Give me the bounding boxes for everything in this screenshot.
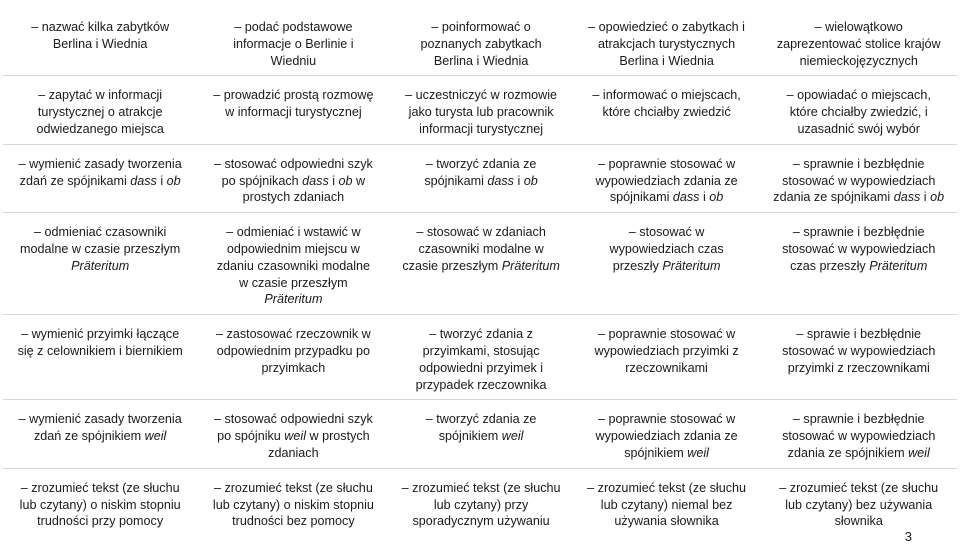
table-cell — [197, 315, 389, 400]
cell-text-line: zaprezentować stolice krajów — [776, 36, 941, 51]
cell-text-line: – poprawnie stosować w — [597, 156, 736, 171]
table-cell — [3, 400, 197, 468]
table-cell — [573, 468, 761, 536]
cell-text-line: lub czytany) przy — [433, 497, 529, 512]
cell-text-line: lub czytany) bez używania — [785, 497, 933, 512]
cell-text-line: spójnikiem weil — [624, 445, 709, 460]
cell-text-line: w czasie przeszłym — [239, 275, 348, 290]
cell-text-line: Wiedniu — [270, 53, 317, 68]
cell-text-line: po spójnikach dass i ob w — [221, 173, 366, 188]
cell-text-line: zdania ze spójnikami dass i ob — [773, 190, 945, 205]
cell-text-line: spójnikami dass i ob — [609, 190, 724, 205]
cell-text-line: lub czytany) o niskim stopniu — [212, 497, 374, 512]
cell-text-line: się z celownikiem i biernikiem — [17, 343, 183, 358]
cell-text-line: – zrozumieć tekst (ze słuchu — [779, 480, 939, 495]
table-cell — [197, 76, 389, 144]
table-cell — [760, 144, 957, 212]
cell-text-line: trudności przy pomocy — [37, 514, 164, 529]
cell-text-line: – nazwać kilka zabytków — [31, 20, 170, 34]
table-cell — [573, 76, 761, 144]
cell-text-line: – wielowątkowo — [814, 20, 903, 34]
cell-text-line: Berlina i Wiednia — [52, 36, 148, 51]
cell-text-line: używania słownika — [614, 514, 719, 529]
cell-text-line: – tworzyć zdania z — [429, 327, 533, 342]
cell-text-line: – wymienić zasady tworzenia — [18, 412, 182, 427]
cell-text-line: Berlina i Wiednia — [619, 53, 714, 68]
cell-text-line: – stosować odpowiedni szyk — [213, 412, 373, 427]
cell-text-line: poznanych zabytkach — [420, 36, 542, 51]
cell-text-line: przyimki z rzeczownikami — [787, 360, 930, 375]
cell-text-line: stosować w wypowiedziach — [782, 429, 936, 444]
cell-text-line: atrakcjach turystycznych — [597, 36, 736, 51]
cell-text-line: – stosować w — [628, 225, 705, 240]
cell-text-line: – opowiadać o miejscach, — [786, 88, 931, 103]
cell-text-line: wypowiedziach zdania ze — [595, 429, 738, 444]
cell-text-line: – uczestniczyć w rozmowie — [405, 88, 558, 103]
cell-text-line: informacje o Berlinie i — [233, 36, 354, 51]
cell-text-line: – zrozumieć tekst (ze słuchu — [213, 480, 373, 495]
cell-text-line: prostych zdaniach — [242, 190, 345, 205]
cell-text-line: – sprawie i bezbłędnie — [796, 327, 922, 342]
cell-text-line: informacji turystycznej — [419, 121, 544, 136]
table-row — [3, 315, 957, 400]
table-cell — [760, 468, 957, 536]
cell-text-line: spójnikiem weil — [438, 429, 524, 444]
cell-text-line: – zrozumieć tekst (ze słuchu — [20, 480, 180, 495]
cell-text-line: zdania ze spójnikiem weil — [787, 445, 930, 460]
cell-text-line: – zrozumieć tekst (ze słuchu — [401, 480, 561, 495]
cell-text-line: – poprawnie stosować w — [597, 327, 736, 342]
table-row — [3, 76, 957, 144]
cell-text-line: lub czytany) niemal bez — [600, 497, 733, 512]
table-cell — [760, 76, 957, 144]
cell-text-line: czasowniki modalne w — [418, 241, 544, 256]
table-cell — [760, 213, 957, 315]
cell-text-line: zdaniach — [268, 445, 319, 460]
cell-text-line: – odmieniać i wstawić w — [226, 225, 361, 240]
cell-text-line: wypowiedziach zdania ze — [595, 173, 738, 188]
competency-table-body — [3, 8, 957, 536]
cell-text-line: jako turysta lub pracownik — [408, 105, 554, 120]
cell-text-line: czas przeszły Präteritum — [790, 258, 928, 273]
cell-text-line: wypowiedziach przyimki z — [594, 343, 739, 358]
table-cell — [389, 400, 572, 468]
cell-text-line: – poprawnie stosować w — [597, 412, 736, 427]
cell-text-line: zdań ze spójnikami dass i ob — [19, 173, 181, 188]
table-row — [3, 144, 957, 212]
table-cell — [197, 400, 389, 468]
cell-text-line: – odmieniać czasowniki — [34, 225, 167, 240]
table-cell — [197, 213, 389, 315]
table-cell — [3, 8, 197, 76]
cell-text-line: przyimkami, stosując — [422, 343, 540, 358]
table-cell — [197, 468, 389, 536]
cell-text-line: – stosować w zdaniach — [416, 225, 546, 240]
cell-text-line: – zastosować rzeczownik w — [216, 327, 371, 342]
table-row — [3, 213, 957, 315]
cell-text-line: – podać podstawowe — [234, 20, 353, 34]
cell-text-line: – wymienić zasady tworzenia — [18, 156, 182, 171]
cell-text-line: stosować w wypowiedziach — [782, 343, 936, 358]
cell-text-line: przeszły Präteritum — [612, 258, 721, 273]
cell-text-line: – tworzyć zdania ze — [425, 156, 537, 171]
cell-text-line: spójnikami dass i ob — [424, 173, 538, 188]
cell-text-line: w informacji turystycznej — [225, 105, 362, 120]
table-cell — [197, 8, 389, 76]
cell-text-line: – zapytać w informacji — [38, 88, 163, 103]
table-cell — [3, 76, 197, 144]
table-row — [3, 8, 957, 76]
cell-text-line: odwiedzanego miejsca — [36, 121, 164, 136]
table-cell — [197, 144, 389, 212]
table-cell — [573, 315, 761, 400]
cell-text-line: – sprawnie i bezbłędnie — [792, 156, 925, 171]
table-row — [3, 400, 957, 468]
cell-text-line: – stosować odpowiedni szyk — [213, 156, 373, 171]
table-cell — [3, 468, 197, 536]
cell-text-line: stosować w wypowiedziach — [782, 241, 936, 256]
cell-text-line: po spójniku weil w prostych — [217, 429, 370, 444]
table-cell — [573, 400, 761, 468]
cell-text-line: odpowiednim miejscu w — [226, 241, 360, 256]
cell-text-line: sporadycznym używaniu — [412, 514, 550, 529]
cell-text-line: wypowiedziach czas — [609, 241, 724, 256]
table-cell — [760, 315, 957, 400]
cell-text-line: niemieckojęzycznych — [799, 53, 918, 68]
table-cell — [389, 468, 572, 536]
cell-text-line: Präteritum — [71, 258, 130, 273]
table-cell — [3, 144, 197, 212]
page-number: 3 — [904, 529, 912, 544]
cell-text-line: – informować o miejscach, — [592, 88, 741, 103]
cell-text-line: które chciałby zwiedzić, i — [789, 105, 928, 120]
table-cell — [3, 315, 197, 400]
cell-text-line: przypadek rzeczownika — [415, 377, 547, 392]
table-cell — [573, 8, 761, 76]
cell-text-line: przyimkach — [261, 360, 326, 375]
cell-text-line: rzeczownikami — [625, 360, 708, 375]
cell-text-line: czasie przeszłym Präteritum — [402, 258, 560, 273]
cell-text-line: modalne w czasie przeszłym — [20, 241, 181, 256]
table-cell — [573, 144, 761, 212]
cell-text-line: które chciałby zwiedzić — [602, 105, 731, 120]
table-cell — [389, 213, 572, 315]
cell-text-line: Berlina i Wiednia — [433, 53, 529, 68]
cell-text-line: odpowiednim przypadku po — [216, 343, 371, 358]
cell-text-line: trudności bez pomocy — [232, 514, 355, 529]
cell-text-line: – zrozumieć tekst (ze słuchu — [587, 480, 747, 495]
cell-text-line: zdań ze spójnikiem weil — [34, 429, 167, 444]
cell-text-line: – opowiedzieć o zabytkach i — [588, 20, 745, 34]
cell-text-line: – prowadzić prostą rozmowę — [213, 88, 374, 103]
table-cell — [760, 8, 957, 76]
cell-text-line: – tworzyć zdania ze — [425, 412, 537, 427]
cell-text-line: – poinformować o — [431, 20, 531, 34]
table-cell — [760, 400, 957, 468]
cell-text-line: stosować w wypowiedziach — [782, 173, 936, 188]
competency-table — [3, 8, 957, 536]
table-cell — [389, 144, 572, 212]
cell-text-line: słownika — [834, 514, 883, 529]
cell-text-line: odpowiedni przyimek i — [419, 360, 544, 375]
cell-text-line: uzasadnić swój wybór — [797, 121, 920, 136]
table-row — [3, 468, 957, 536]
table-cell — [3, 213, 197, 315]
cell-text-line: Präteritum — [264, 292, 323, 307]
cell-text-line: zdaniu czasowniki modalne — [216, 258, 371, 273]
cell-text-line: lub czytany) o niskim stopniu — [19, 497, 181, 512]
cell-text-line: – sprawnie i bezbłędnie — [792, 225, 925, 240]
table-cell — [389, 76, 572, 144]
cell-text-line: – wymienić przyimki łączące — [21, 327, 180, 342]
table-cell — [389, 8, 572, 76]
table-cell — [389, 315, 572, 400]
cell-text-line: – sprawnie i bezbłędnie — [792, 412, 925, 427]
table-cell — [573, 213, 761, 315]
cell-text-line: turystycznej o atrakcje — [37, 105, 163, 120]
